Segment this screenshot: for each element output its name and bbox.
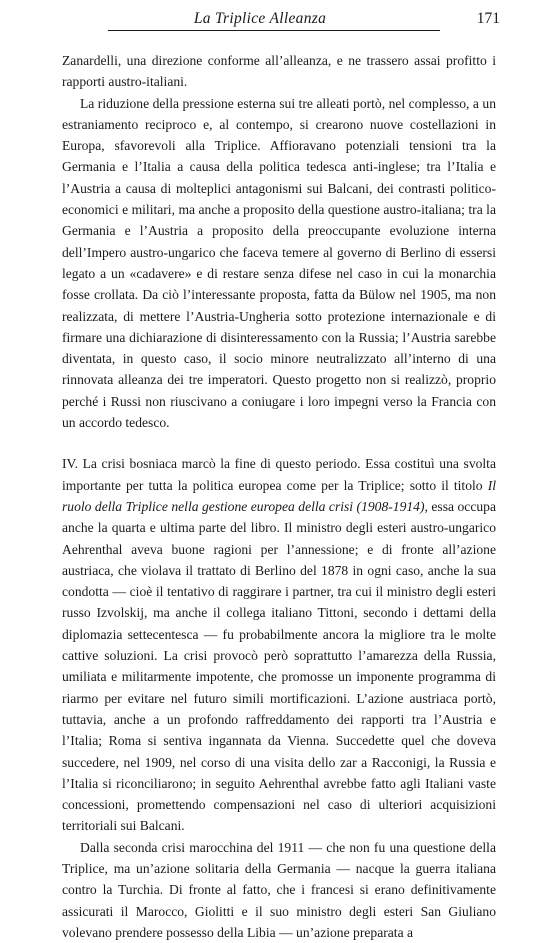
- paragraph-section-iv: [62, 453, 496, 836]
- page-header: [60, 8, 500, 30]
- paragraph-moroccan-crisis: Dalla seconda crisi marocchina del 1911 — che non fu una questione della Triplice, ma un’azione solitaria della Germania — nacque la guerra italiana contro la Turchia. Di fronte al fatto, che i francesi si erano definitivamente assicurati il Marocco, Giolitti e il suo ministro degli esteri San Giuliano volevano prendere possesso della Libia — un’azione preparata a: [62, 839, 496, 940]
- body-text: [62, 50, 496, 943]
- section-numeral: IV.: [62, 456, 78, 472]
- page-number: 171: [476, 10, 500, 27]
- section-iv-book-title: Il ruolo della Triplice nella gestione europea della crisi (1908-1914): [62, 477, 496, 514]
- paragraph-external-pressure: La riduzione della pressione esterna sui tre alleati portò, nel complesso, a un estraniamento reciproco e, al contempo, si crearono nuove costellazioni in Europa, sfavorevoli alla Triplice. Affioravano potenziali tensioni tra la Germania e l’Italia a causa della politica tedesca anti-inglese; tra l’Italia e l’Austria a causa di molteplici antagonismi sui Balcani, dei contrasti politico-economici e militari, ma anche a proposito della questione austro-italiana; tra la Germania e l’Austria a proposito della preoccupante evoluzione interna dell’Impero austro-ungarico che faceva temere al governo di Berlino di essersi legato a un «cadavere» e di restare senza difese nel caso in cui la monarchia fosse crollata. Da ciò l’interessante proposta, fatta da Bülow nel 1905, ma non realizzata, di mettere l’Austria-Ungheria sotto protezione internazionale e di firmare una dichiarazione di disinteressamento con la Russia; l’Austria sarebbe diventata, in questo caso, il socio minore neutralizzato all’interno di una rinnovata alleanza dei tre imperatori. Questo progetto non si realizzò, proprio perché i Russi non riuscivano a coniugare i loro impegni verso la Francia con un accordo tedesco.: [62, 95, 496, 431]
- header-rule: [108, 30, 440, 31]
- running-title: La Triplice Alleanza: [193, 10, 327, 27]
- paragraph-continuation: Zanardelli, una direzione conforme all’alleanza, e ne trassero assai profitto i rapporti austro-italiani.: [62, 53, 496, 90]
- section-iv-text-after: , essa occupa anche la quarta e ultima parte del libro. Il ministro degli esteri austro-ungarico Aehrenthal aveva buone ragioni per l’annessione; e di fronte all’azione austriaca, che violava il trattato di Berlino del 1878 in ogni caso, anche la sua condotta — cioè il tentativo di raggirare i partner, tra cui il ministro degli esteri russo Izvolskij, ma anche il collega italiano Tittoni, secondo i dettami della diplomazia settecentesca — fu probabilmente ancora la migliore tra le molte cattive soluzioni. La crisi provocò però soprattutto l’amarezza della Russia, umiliata e militarmente impotente, che promosse un imponente programma di riarmo per evitare nel futuro simili mortificazioni. L’azione austriaca portò, tuttavia, anche a un profondo raffreddamento dei rapporti tra l’Austria e l’Italia; Roma si sentiva ingannata da Vienna. Succedette quel che doveva succedere, nel 1909, nel corso di una visita dello zar a Racconigi, la Russia e l’Italia si riconciliarono; in seguito Aehrenthal avrebbe fatto agli Italiani vaste concessioni, promettendo compensazioni nel caso di ulteriori acquisizioni territoriali sui Balcani.: [62, 498, 496, 834]
- section-iv-text-before: La crisi bosniaca marcò la fine di questo periodo. Essa costituì una svolta importante per tutta la politica europea come per la Triplice; sotto il titolo: [62, 456, 496, 493]
